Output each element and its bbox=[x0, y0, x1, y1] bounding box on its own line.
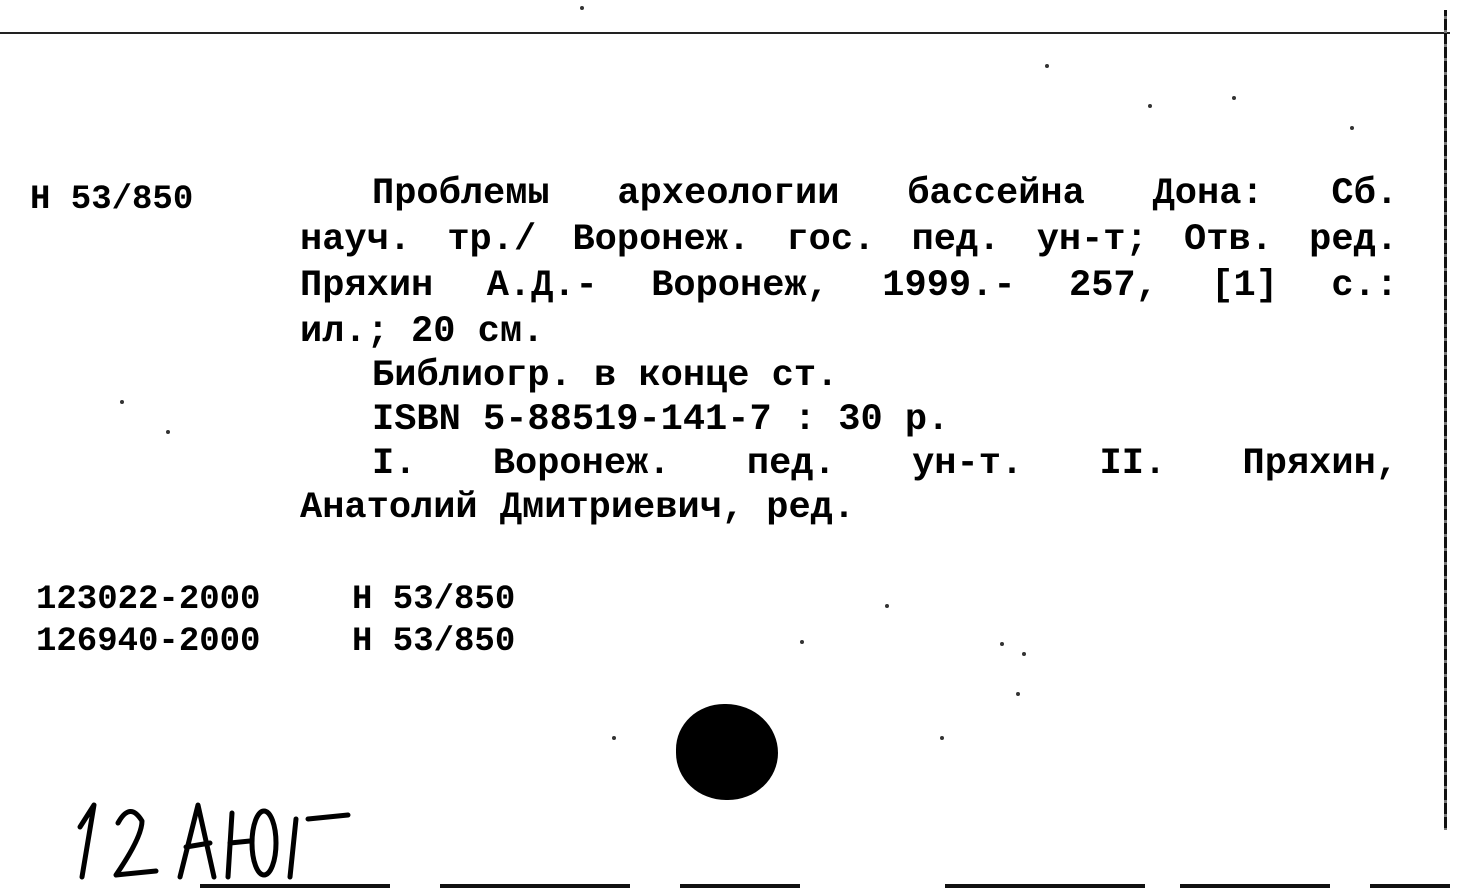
speck bbox=[800, 640, 804, 644]
speck bbox=[1045, 64, 1049, 68]
punch-hole bbox=[676, 704, 778, 800]
handwritten-shelf-mark bbox=[72, 785, 372, 885]
accession-number: 126940-2000 bbox=[36, 623, 261, 661]
entry-line: науч. тр./ Воронеж. гос. пед. ун-т; Отв. ред. bbox=[300, 219, 1398, 261]
entry-line: ил.; 20 см. bbox=[300, 311, 545, 353]
speck bbox=[940, 736, 944, 740]
accession-call-number: Н 53/850 bbox=[352, 581, 516, 619]
bottom-edge-mark bbox=[1370, 884, 1450, 888]
speck bbox=[1148, 104, 1152, 108]
speck bbox=[1232, 96, 1236, 100]
speck bbox=[1022, 652, 1026, 656]
added-entries-line: Анатолий Дмитриевич, ред. bbox=[300, 487, 856, 529]
speck bbox=[885, 604, 889, 608]
call-number: Н 53/850 bbox=[30, 181, 194, 219]
right-border-line bbox=[1444, 10, 1447, 830]
speck bbox=[612, 736, 616, 740]
speck bbox=[580, 6, 584, 10]
speck bbox=[1350, 126, 1354, 130]
accession-call-number: Н 53/850 bbox=[352, 623, 516, 661]
speck bbox=[166, 430, 170, 434]
speck bbox=[120, 400, 124, 404]
speck bbox=[1000, 642, 1004, 646]
bottom-edge-mark bbox=[1180, 884, 1330, 888]
entry-title-line: Проблемы археологии бассейна Дона: Сб. bbox=[372, 173, 1398, 215]
bottom-edge-mark bbox=[680, 884, 800, 888]
entry-line: Пряхин А.Д.- Воронеж, 1999.- 257, [1] с.: bbox=[300, 265, 1398, 307]
isbn-price: ISBN 5-88519-141-7 : 30 р. bbox=[372, 399, 950, 441]
top-border-line bbox=[0, 32, 1450, 34]
bottom-edge-mark bbox=[945, 884, 1145, 888]
bibliography-note: Библиогр. в конце ст. bbox=[372, 355, 839, 397]
accession-number: 123022-2000 bbox=[36, 581, 261, 619]
added-entries-line: I. Воронеж. пед. ун-т. II. Пряхин, bbox=[372, 443, 1398, 485]
bottom-edge-mark bbox=[440, 884, 630, 888]
speck bbox=[1016, 692, 1020, 696]
